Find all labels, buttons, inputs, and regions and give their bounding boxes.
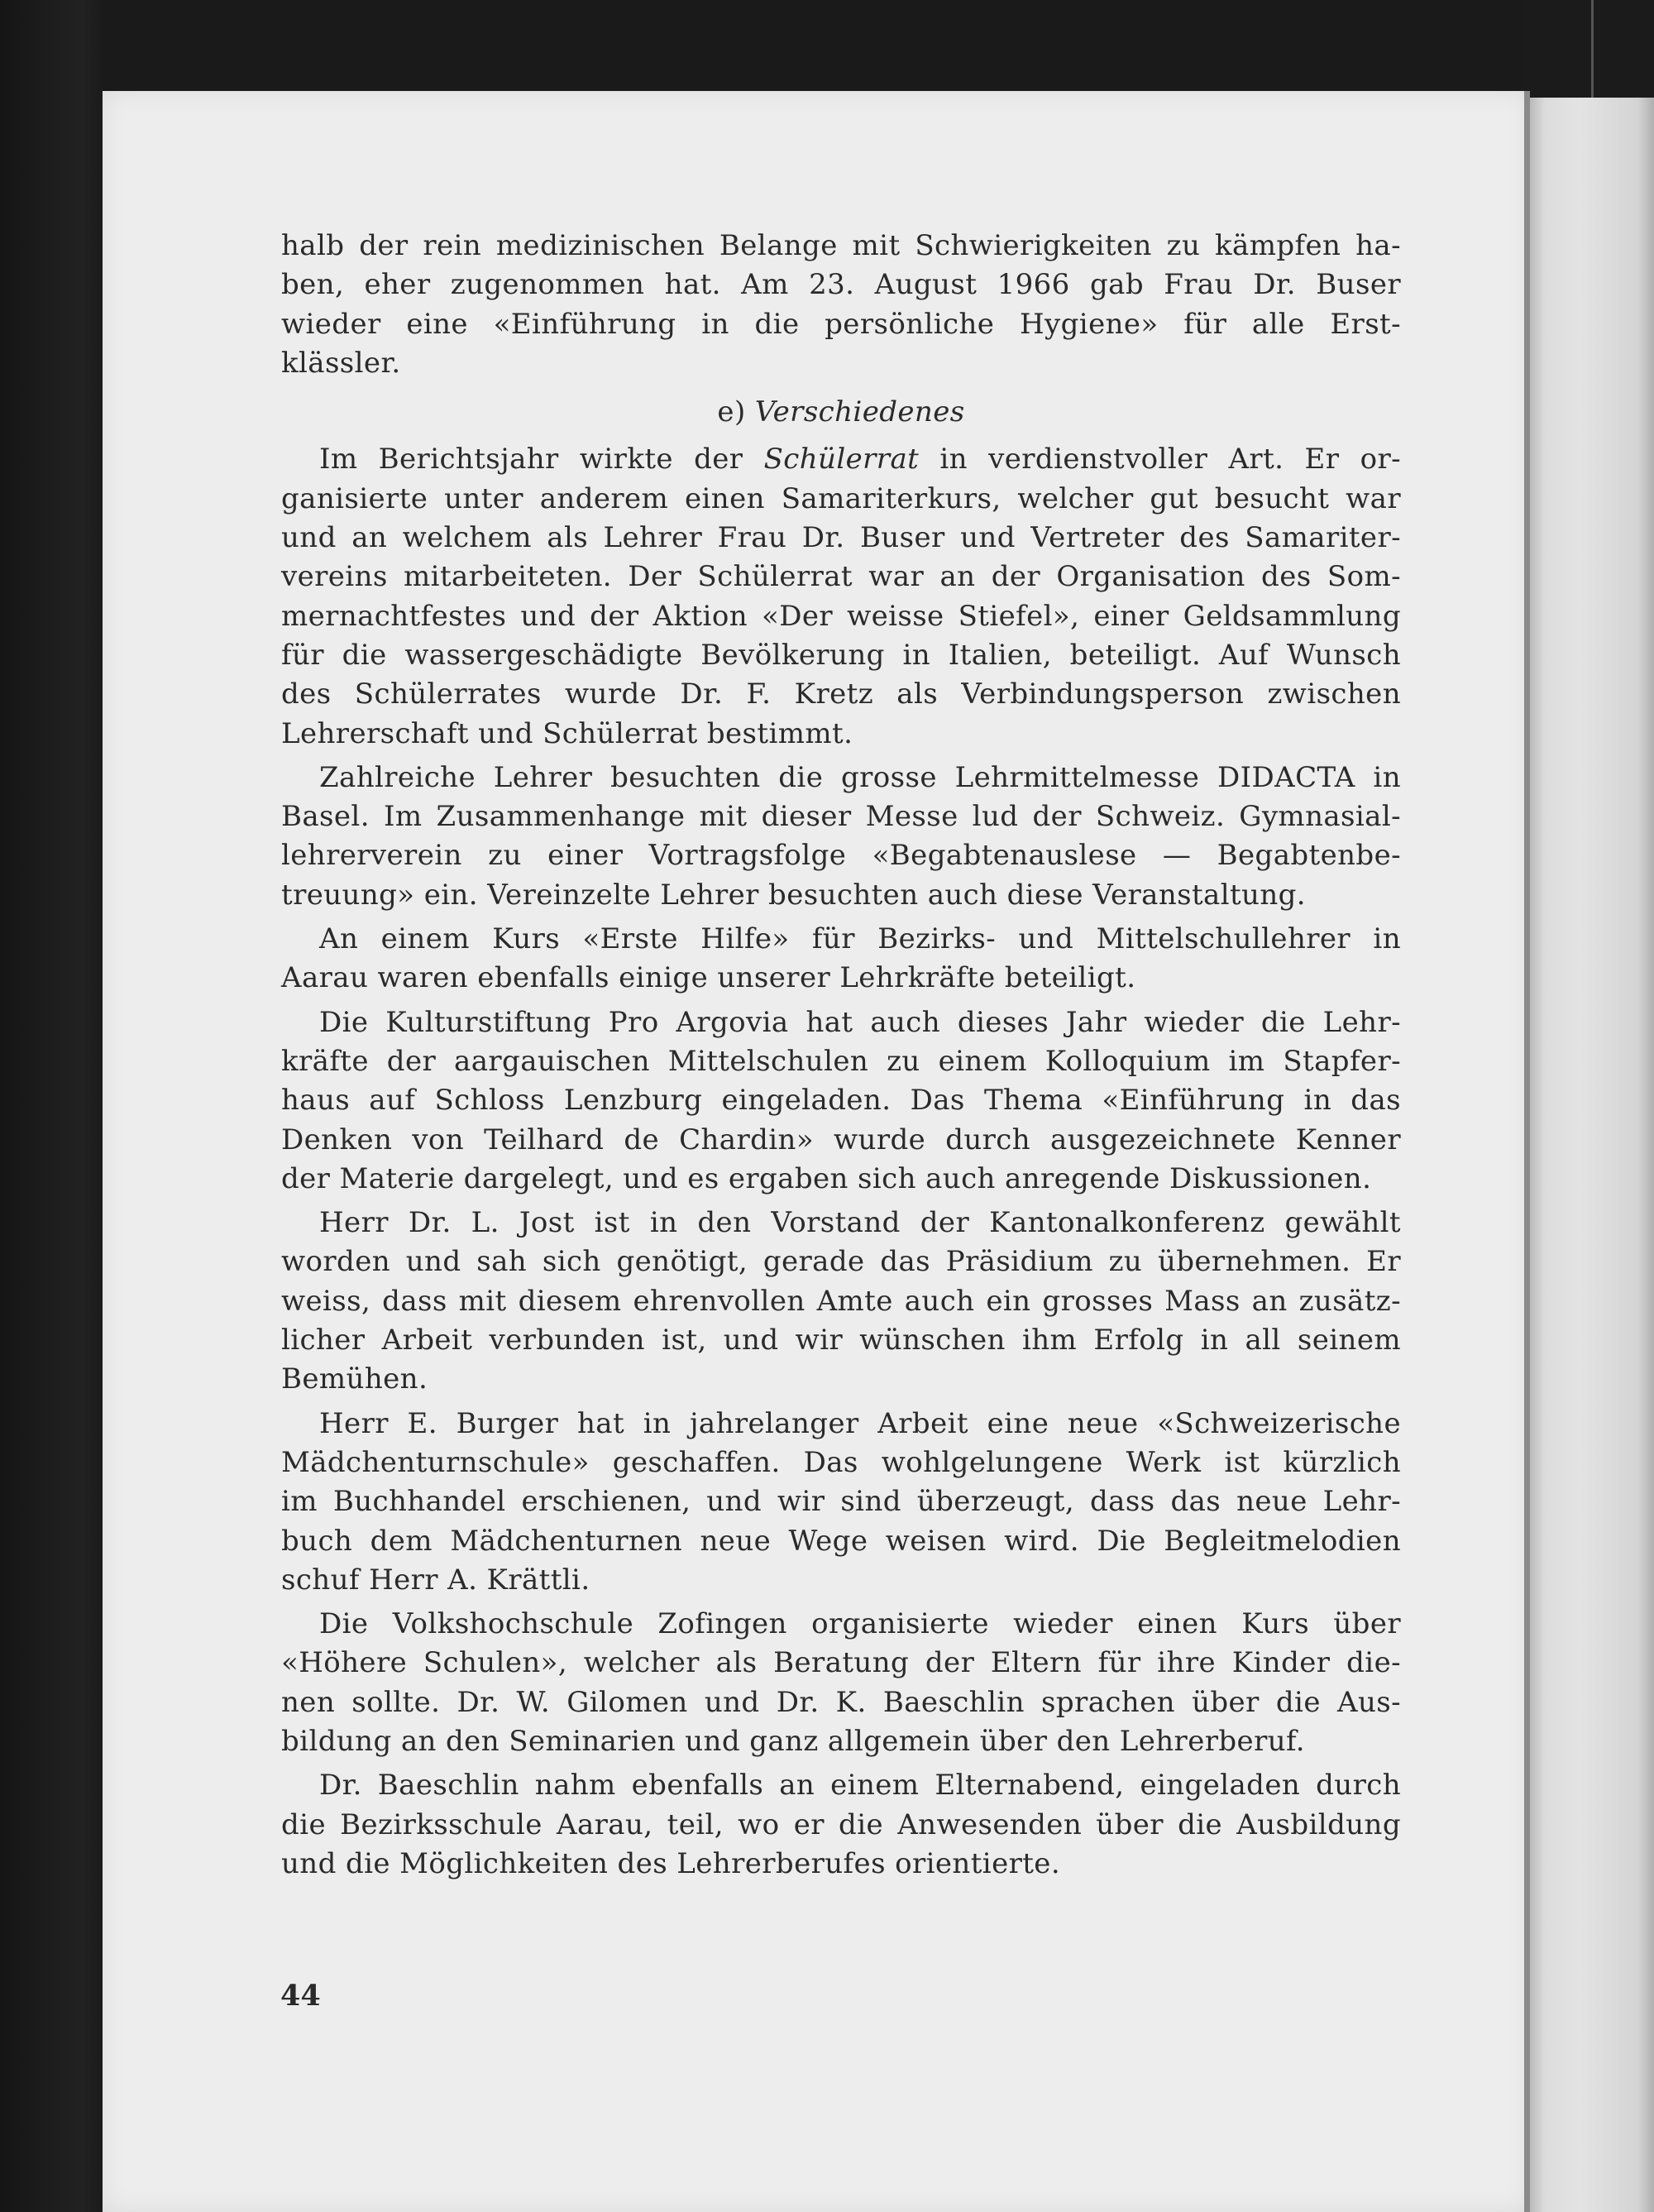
text-line: Im Berichtsjahr wirkte der Schülerrat in verdienstvoller Art. Er or- [319, 443, 1401, 476]
text-line: An einem Kurs «Erste Hilfe» für Bezirks- und Mittelschullehrer in [319, 922, 1401, 956]
paragraph-elternabend [281, 1766, 1401, 1884]
text-line: haus auf Schloss Lenzburg eingeladen. Das Thema «Einführung in das [281, 1084, 1401, 1118]
text-line: kräfte der aargauischen Mittelschulen zu einem Kolloquium im Stapfer- [281, 1044, 1401, 1078]
text-line: Die Volkshochschule Zofingen organisierte wieder einen Kurs über [319, 1607, 1401, 1641]
text-line: Aarau waren ebenfalls einige unserer Lehrkräfte beteiligt. [281, 961, 1136, 995]
text-line: im Buchhandel erschienen, und wir sind überzeugt, dass das neue Lehr- [281, 1485, 1401, 1519]
text-line: Denken von Teilhard de Chardin» wurde durch ausgezeichnete Kenner [281, 1123, 1401, 1156]
section-heading [281, 393, 1401, 432]
page-number: 44 [280, 1979, 321, 2013]
text-line: Herr E. Burger hat in jahrelanger Arbeit eine neue «Schweizerische [319, 1406, 1401, 1440]
text-line: weiss, dass mit diesem ehrenvollen Amte auch ein grosses Mass an zusätz- [281, 1284, 1401, 1318]
text-line: Zahlreiche Lehrer besuchten die grosse Lehrmittelmesse DIDACTA in [319, 760, 1401, 794]
text-line: treuung» ein. Vereinzelte Lehrer besuchten auch diese Veranstaltung. [281, 878, 1307, 912]
body-text [281, 227, 1401, 1889]
paragraph-didacta [281, 759, 1401, 915]
paragraph-jost [281, 1204, 1401, 1399]
text-line: wieder eine «Einführung in die persönliche Hygiene» für alle Erst- [281, 307, 1401, 341]
text-line: mernachtfestes und der Aktion «Der weisse Stiefel», einer Geldsammlung [281, 599, 1401, 633]
text-line: «Höhere Schulen», welcher als Beratung der Eltern für ihre Kinder die- [281, 1646, 1401, 1680]
text-line: lehrerverein zu einer Vortragsfolge «Begabtenauslese — Begabtenbe- [281, 839, 1401, 873]
text-line: Basel. Im Zusammenhange mit dieser Messe lud der Schweiz. Gymnasial- [281, 800, 1401, 834]
text-line: schuf Herr A. Krättli. [281, 1563, 590, 1597]
text-line: klässler. [281, 346, 401, 380]
text-line: worden und sah sich genötigt, gerade das Präsidium zu übernehmen. Er [281, 1245, 1401, 1279]
text-line: Mädchenturnschule» geschaffen. Das wohlgelungene Werk ist kürzlich [281, 1445, 1401, 1479]
text-line: ganisierte unter anderem einen Samariterkurs, welcher gut besucht war [281, 481, 1401, 515]
binding-line [1591, 0, 1594, 98]
text-line: bildung an den Seminarien und ganz allgemein über den Lehrerberuf. [281, 1724, 1305, 1758]
text-line: Herr Dr. L. Jost ist in den Vorstand der Kantonalkonferenz gewählt [319, 1206, 1401, 1240]
text-line: buch dem Mädchenturnen neue Wege weisen wird. Die Begleitmelodien [281, 1524, 1401, 1558]
text-line: Bemühen. [281, 1362, 428, 1396]
paragraph-erste-hilfe [281, 920, 1401, 998]
text-line: Die Kulturstiftung Pro Argovia hat auch dieses Jahr wieder die Lehr- [319, 1005, 1401, 1039]
section-title: Verschiedenes [754, 395, 965, 429]
text-line: vereins mitarbeiteten. Der Schülerrat war an der Organisation des Som- [281, 560, 1401, 594]
text-line: für die wassergeschädigte Bevölkerung in Italien, beteiligt. Auf Wunsch [281, 638, 1401, 672]
paragraph-schuelerrat [281, 440, 1401, 753]
text-line: licher Arbeit verbunden ist, und wir wünschen ihm Erfolg in all seinem [281, 1324, 1401, 1357]
page-fold [1524, 91, 1530, 2212]
text-line: des Schülerrates wurde Dr. F. Kretz als Verbindungsperson zwischen [281, 677, 1401, 711]
text-line: nen sollte. Dr. W. Gilomen und Dr. K. Baeschlin sprachen über die Aus- [281, 1685, 1401, 1719]
text-line: und die Möglichkeiten des Lehrerberufes orientierte. [281, 1846, 1061, 1880]
text-line: Dr. Baeschlin nahm ebenfalls an einem Elternabend, eingeladen durch [319, 1769, 1401, 1803]
text-line: und an welchem als Lehrer Frau Dr. Buser und Vertreter des Samariter- [281, 521, 1401, 555]
paragraph-burger [281, 1405, 1401, 1600]
text-line: ben, eher zugenommen hat. Am 23. August 1966 gab Frau Dr. Buser [281, 268, 1401, 302]
adjacent-page-edge [1530, 98, 1654, 2212]
paragraph-pro-argovia [281, 1003, 1401, 1199]
text-line: Lehrerschaft und Schülerrat bestimmt. [281, 716, 853, 750]
text-line: halb der rein medizinischen Belange mit Schwierigkeiten zu kämpfen ha- [281, 229, 1401, 262]
text-line: die Bezirksschule Aarau, teil, wo er die Anwesenden über die Ausbildung [281, 1807, 1401, 1841]
paragraph-continuation [281, 227, 1401, 383]
paragraph-volkshochschule [281, 1605, 1401, 1761]
text-line: der Materie dargelegt, und es ergaben sich auch anregende Diskussionen. [281, 1161, 1372, 1195]
emphasis-schuelerrat: Schülerrat [763, 443, 920, 476]
adjacent-page-edge-top [1522, 0, 1654, 98]
section-label: e) [717, 395, 746, 429]
